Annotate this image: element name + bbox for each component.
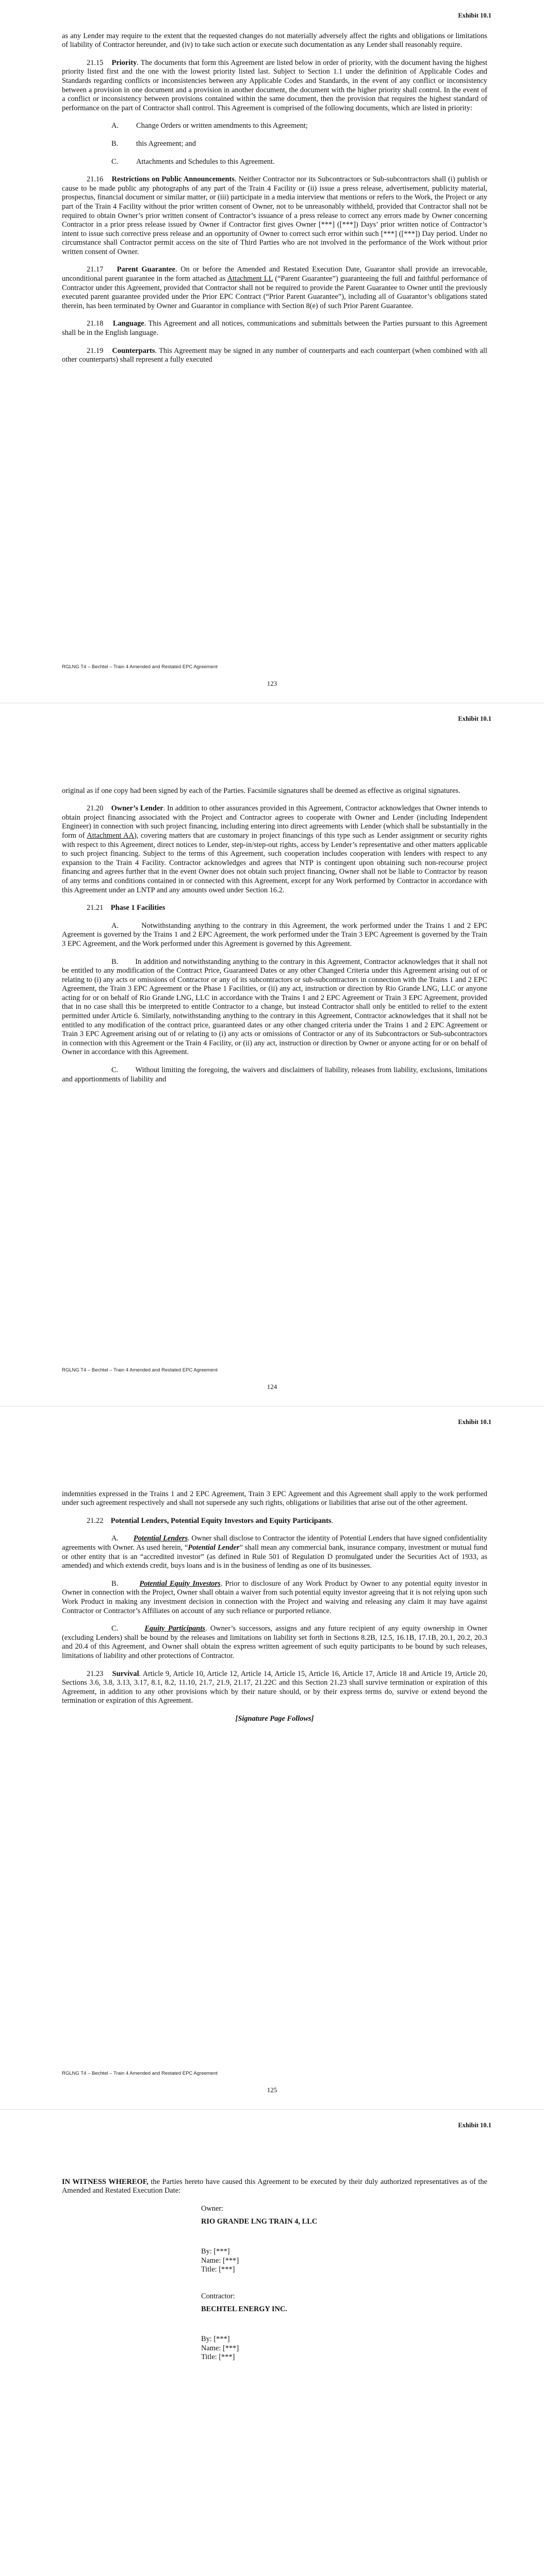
contractor-by: By: [***] <box>201 2334 230 2343</box>
contractor-signature-block <box>201 2292 487 2362</box>
exhibit-label: Exhibit 10.1 <box>458 2122 491 2129</box>
section-number: 21.15 <box>87 58 104 67</box>
section-heading: Counterparts <box>112 346 155 355</box>
list-item <box>111 122 487 131</box>
witness-clause <box>62 2178 487 2196</box>
subsection-label: C. <box>111 1066 119 1075</box>
subsection-text: . Owner’s successors, assigns and any future recipient of any equity ownership in Owner (excluding Lenders) shall be bound by the releases and limitations on liability set forth in Sections 8.2B, 12.5, 16.1B, 17.1B, 20.1, 20.2, 20.3 and 20.4 of this Agreement, and Owner shall obtain the express written agreement of such equity participants to be bound by such releases, limitations of liability and other protections of Contractor. <box>62 1624 487 1660</box>
owner-signer-title: Title: [***] <box>201 2265 235 2274</box>
section-heading: Phase 1 Facilities <box>110 904 166 912</box>
subsection-label: B. <box>111 957 119 966</box>
attachment-reference: Attachment LL <box>227 275 273 283</box>
exhibit-label: Exhibit 10.1 <box>458 715 491 722</box>
contractor-signer-name: Name: [***] <box>201 2344 239 2352</box>
page-footer: RGLNG T4 – Bechtel – Train 4 Amended and Restated EPC Agreement <box>62 1367 218 1373</box>
contractor-label: Contractor: <box>201 2292 235 2300</box>
subsection-text: Without limiting the foregoing, the waivers and disclaimers of liability, releases from liability, exclusions, limitations and apportionments of liability and <box>62 1066 488 1083</box>
section-text: . In addition to other assurances provided in this Agreement, Contractor acknowledges that Owner intends to obtain project financing associated with the Project and Contractor agrees to cooperate with Owner and Lender (including Independent Engineer) in connection with such project financing, including entering into direct agreements with Lender (which shall be substantially in the form of <box>62 804 488 840</box>
section-number: 21.22 <box>87 1516 104 1525</box>
page-125 <box>0 1406 544 2110</box>
subsection-b <box>62 958 487 1058</box>
subsection-text: ” shall mean any commercial bank, insurance company, investment or mutual fund or other entity that is an “accredited investor” (as defined in Rule 501 of Regulation D promulgated under the Securities Act of 1933, as amended) and which extends credit, buys loans and is in the business of lending as one of its businesses. <box>62 1543 487 1570</box>
defined-term: Potential Lender <box>188 1543 240 1552</box>
page-number: 123 <box>267 680 277 687</box>
section-heading: Survival <box>112 1669 139 1678</box>
subsection-heading: Potential Equity Investors <box>139 1579 221 1588</box>
section-number: 21.17 <box>87 265 104 274</box>
subsection-heading: Equity Participants <box>144 1624 205 1633</box>
section-text: . This Agreement may be signed in any number of counterparts and each counterpart (when combined with all other counterparts) shall represent a fully executed <box>62 346 488 364</box>
owner-signer-name: Name: [***] <box>201 2256 239 2265</box>
subsection-label: A. <box>111 921 119 930</box>
subsection-label: C. <box>111 1624 119 1633</box>
subsection-c <box>62 1066 487 1084</box>
section-heading: Owner’s Lender <box>111 804 163 813</box>
section-21-22: 21.22 Potential Lenders, Potential Equity Investors and Equity Participants. <box>87 1516 334 1525</box>
contractor-name: BECHTEL ENERGY INC. <box>201 2305 287 2314</box>
page-123 <box>0 0 544 703</box>
signature-page-follows <box>62 1715 487 1724</box>
owner-name: RIO GRANDE LNG TRAIN 4, LLC <box>201 2217 318 2226</box>
list-text: this Agreement; and <box>136 139 196 148</box>
subsection-label: B. <box>111 1579 119 1588</box>
section-heading: Parent Guarantee <box>117 265 175 274</box>
witness-heading: IN WITNESS WHEREOF, <box>62 2177 149 2186</box>
page-126 <box>0 2110 544 2576</box>
page-number: 125 <box>267 2086 277 2094</box>
section-number: 21.18 <box>87 319 104 328</box>
signature-page-follows-text: [Signature Page Follows] <box>235 1714 314 1723</box>
subsection-c <box>62 1624 487 1660</box>
section-text: . The documents that form this Agreement are listed below in order of priority, with the document having the highest priority listed first and the one with the lowest priority listed last. Subject to Section 1.1 under the definition of Applicable Codes and Standards regarding conflicts or inconsistencies between any Applicable Codes and Standards, in the event of any conflict or inconsistency between a provision in one document and a provision in another document, the document with the higher priority shall control. In the event of a conflict or inconsistency between provisions contained within the same document, then the provision that requires the highest standard of performance on the part of Contractor shall control. This Agreement is comprised of the following documents, which are listed in priority: <box>62 58 487 112</box>
list-text: Attachments and Schedules to this Agreement. <box>136 157 275 166</box>
subsection-a <box>62 1534 487 1570</box>
owner-label: Owner: <box>201 2204 224 2213</box>
exhibit-label: Exhibit 10.1 <box>458 1418 491 1426</box>
owner-signature-block <box>201 2205 487 2275</box>
list-label: B. <box>111 139 119 148</box>
subsection-text: In addition and notwithstanding anything to the contrary in this Agreement, Contractor acknowledges that it shall not be entitled to any modification of the Contract Price, Guaranteed Dates or any other Changed Criteria under this Agreement arising out of or relating to (i) any acts or omissions of Contractor or any of its subcontractors or sub-subcontractors in connection with the Trains 1 and 2 EPC Agreement, the Train 3 EPC Agreement or the Phase 1 Facilities, or (ii) any act, instruction or direction by Rio Grande LNG, LLC or anyone acting for or on behalf of Rio Grande LNG, LLC in accordance with the Trains 1 and 2 EPC Agreement or Train 3 EPC Agreement, provided that in no case shall this be interpreted to entitle Contractor to a change, but instead Contractor shall only be entitled to relief to the extent permitted under Article 6. Similarly, notwithstanding anything to the contrary in this Agreement, Contractor acknowledges that it shall not be entitled to any modification of the contract price, guaranteed dates or any other changed criteria under the Trains 1 and 2 EPC Agreement or Train 3 EPC Agreement arising out of or relating to (i) any acts or omissions of Contractor or any of its Subcontractors or Sub-subcontractors in connection with this Agreement or the Train 4 Facility, or (ii) any act, instruction or direction by Owner or anyone acting for or on behalf of Owner in accordance with this Agreement. <box>62 957 487 1057</box>
contractor-signer-title: Title: [***] <box>201 2353 235 2362</box>
section-21-23 <box>62 1670 487 1706</box>
section-heading: Language <box>112 319 144 328</box>
section-heading: Restrictions on Public Announcements <box>111 175 235 184</box>
list-label: A. <box>111 122 119 130</box>
section-21-21 <box>62 904 487 913</box>
section-number: 21.19 <box>87 346 104 355</box>
section-number: 21.16 <box>87 175 104 184</box>
subsection-label: A. <box>111 1534 119 1543</box>
subsection-text: . Prior to disclosure of any Work Product by Owner to any potential equity investor in Owner in connection with the Project, Owner shall obtain a waiver from such potential equity investor agreeing that it is not relying upon such Work Product in making any investment decision in connection with the Project and waiving and releasing any claim it may have against Contractor or Contractor’s Affiliates on account of any such reliance or purported reliance. <box>62 1579 487 1615</box>
section-heading: Priority <box>111 58 137 67</box>
paragraph-continuation: original as if one copy had been signed by each of the Parties. Facsimile signatures shall be deemed as effective as original signatures. <box>62 786 460 795</box>
owner-by: By: [***] <box>201 2247 230 2256</box>
section-text: . Neither Contractor nor its Subcontractors or Sub-subcontractors shall (i) publish or cause to be made public any photographs of any part of the Train 4 Facility or (ii) issue a press release, advertisement, publicity material, prospectus, financial document or similar matter, or (iii) participate in a media interview that mentions or refers to the Work, the Project or any part of the Train 4 Facility without the prior written consent of Owner, not to be unreasonably withheld, provided that Contractor shall not be required to obtain Owner’s prior written consent of Contractor’s issuance of a press release to correct any errors made by Owner concerning Contractor in a prior press release issued by Owner if Contractor first gives Owner [***] ([***]) Days’ prior written notice of Contractor’s intent to issue such corrective press release and an opportunity of Owner to correct such error within such [***] ([***]) Day period. Under no circumstance shall Contractor permit access on the site of Third Parties who are not involved in the performance of the Work without prior written consent of Owner. <box>62 175 488 256</box>
section-21-17 <box>62 265 487 311</box>
section-heading: Potential Lenders, Potential Equity Investors and Equity Participants <box>110 1516 332 1525</box>
section-21-18 <box>62 319 487 337</box>
exhibit-label: Exhibit 10.1 <box>458 12 491 19</box>
section-21-19 <box>62 347 487 365</box>
list-text: Change Orders or written amendments to this Agreement; <box>136 122 308 130</box>
page-number: 124 <box>267 1383 277 1391</box>
attachment-reference: Attachment AA <box>87 831 134 840</box>
section-21-20 <box>62 804 487 895</box>
page-footer: RGLNG T4 – Bechtel – Train 4 Amended and Restated EPC Agreement <box>62 2071 218 2076</box>
subsection-text: . Owner shall disclose to Contractor the identity of Potential Lenders that have signed confidentiality agreements with Owner. As used herein, “ <box>62 1534 487 1552</box>
section-text: . Article 9, Article 10, Article 12, Article 14, Article 15, Article 16, Article 17, Article 18 and Article 19, Article 20, Sections 3.6, 3.8, 3.13, 3.17, 8.1, 8.2, 11.10, 21.7, 21.9, 21.17, 21.22C and this Section 21.23 shall survive termination or expiration of this Agreement, in addition to any other provisions which by their nature should, or by their express terms do, survive or extend beyond the termination or expiration of this Agreement. <box>62 1669 488 1705</box>
section-number: 21.21 <box>87 904 104 912</box>
page-124 <box>0 703 544 1406</box>
page-footer: RGLNG T4 – Bechtel – Train 4 Amended and Restated EPC Agreement <box>62 664 218 670</box>
list-item <box>111 140 487 149</box>
witness-text: the Parties hereto have caused this Agreement to be executed by their duly authorized representatives as of the Amended and Restated Execution Date: <box>62 2177 487 2195</box>
section-number: 21.20 <box>87 804 104 813</box>
subsection-text: Notwithstanding anything to the contrary in this Agreement, the work performed under the Trains 1 and 2 EPC Agreement is governed by the Trains 1 and 2 EPC Agreement, the work performed under the Train 3 EPC Agreement is governed by the Train 3 EPC Agreement, and the Work performed under this Agreement is governed by this Agreement. <box>62 921 487 948</box>
subsection-b <box>62 1580 487 1616</box>
section-text: ), covering matters that are customary in project financings of this type such as Lender assignment or security rights with respect to this Agreement, direct notices to Lender, step-in/step-out rights, access by Lender’s representative and other matters applicable to such project financing. Subject to the terms of this Agreement, such cooperation includes cooperation with lenders with respect to any expansion to the Train 4 Facility. Contractor acknowledges and agrees that NTP is contingent upon obtaining such non-recourse project financing and agrees further that in the event Owner does not obtain such project financing, Owner shall not be liable to Contractor by reason of any terms and conditions contained in or connected with this Agreement, except for any Work performed by Contractor in accordance with this Agreement under an LNTP and any amounts owed under Section 16.2. <box>62 831 487 894</box>
section-text: . This Agreement and all notices, communications and submittals between the Parties pursuant to this Agreement shall be in the English language. <box>62 319 488 337</box>
subsection-heading: Potential Lenders <box>133 1534 188 1543</box>
list-item <box>111 158 487 167</box>
section-text: (“Parent Guarantee”) guaranteeing the full and faithful performance of Contractor under this Agreement, provided that Contractor shall not be required to provide the Parent Guarantee to Owner until the previously executed parent guarantee provided under the Prior EPC Contract (“Prior Parent Guarantee”), including all of Guarantor’s obligations stated therein, has been terminated by Owner and Guarantor in compliance with Section 8(e) of such Prior Parent Guarantee. <box>62 275 487 310</box>
list-label: C. <box>111 157 119 166</box>
section-21-16 <box>62 175 487 257</box>
paragraph-continuation: indemnities expressed in the Trains 1 and 2 EPC Agreement, Train 3 EPC Agreement and this Agreement shall apply to the work performed under such agreement respectively and shall not supersede any such rights, obligations or liabilities that arise out of the other agreement. <box>62 1489 487 1507</box>
section-text: . On or before the Amended and Restated Execution Date, Guarantor shall provide an irrevocable, unconditional parent guarantee in the form attached as <box>62 265 487 283</box>
section-21-15 <box>62 59 487 113</box>
section-number: 21.23 <box>87 1669 104 1678</box>
subsection-a <box>62 922 487 949</box>
paragraph-continuation: as any Lender may require to the extent that the requested changes do not materially adversely affect the rights and obligations or limitations of liability of Contractor hereunder, and (iv) to take such action or execute such documentation as any Lender shall reasonably require. <box>62 31 487 49</box>
